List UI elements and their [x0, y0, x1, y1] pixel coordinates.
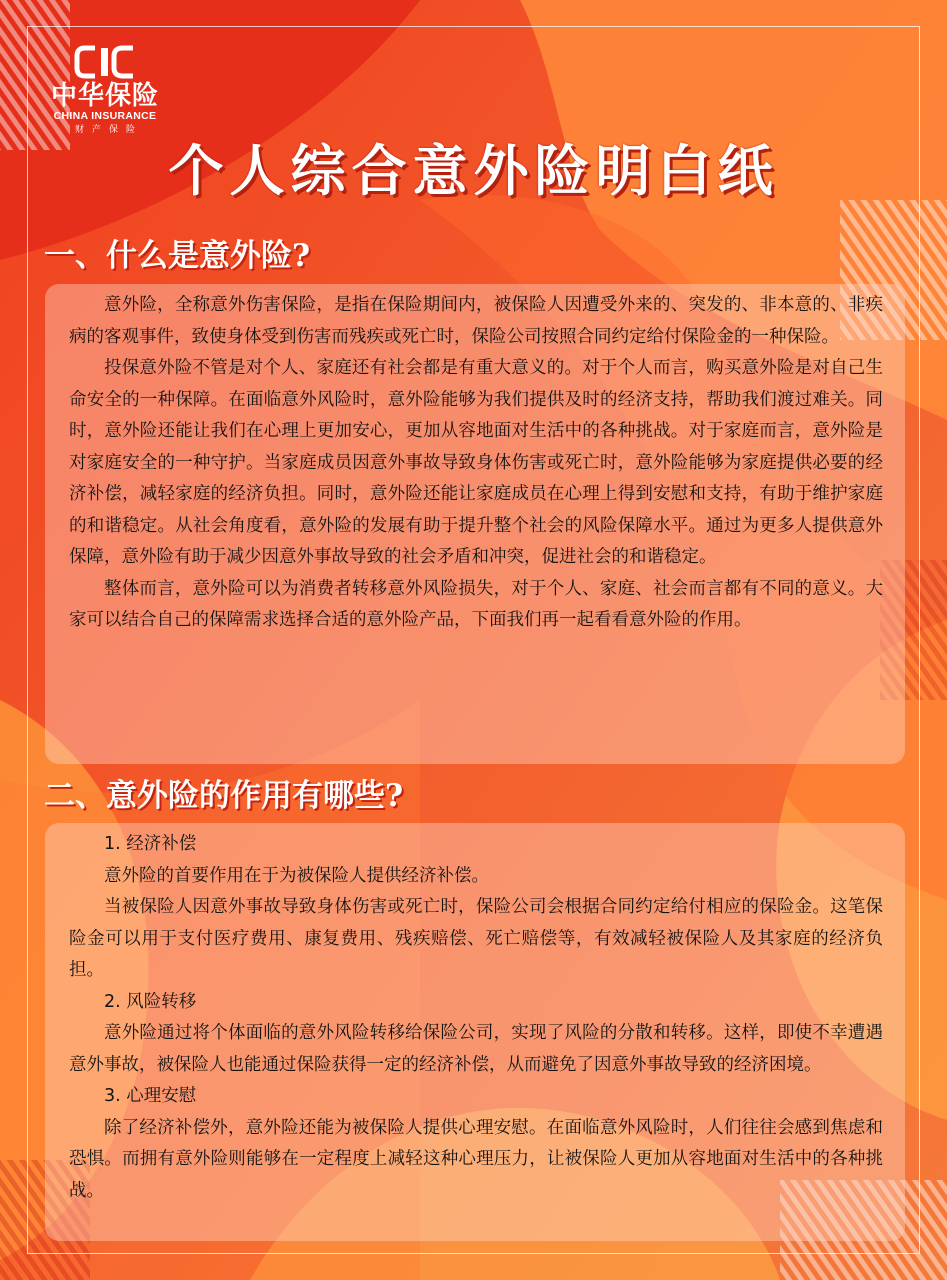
- brand-name-en: CHINA INSURANCE: [53, 110, 157, 122]
- section1-panel: [45, 284, 905, 764]
- brand-name-cn: 中华保险: [50, 81, 159, 111]
- section1-paragraph: 整体而言，意外险可以为消费者转移意外风险损失，对于个人、家庭、社会而言都有不同的意义。大家可以结合自己的保障需求选择合适的意外险产品，下面我们再一起看看意外险的作用。: [69, 578, 883, 630]
- section1-paragraph: 投保意外险不管是对个人、家庭还有社会都是有重大意义的。对于个人而言，购买意外险是对自己生命安全的一种保障。在面临意外风险时，意外险能够为我们提供及时的经济支持，帮助我们渡过难关。同时，意外险还能让我们在心理上更加安心，更加从容地面对生活中的各种挑战。对于家庭而言，意外险是对家庭安全的一种守护。当家庭成员因意外事故导致身体伤害或死亡时，意外险能够为家庭提供必要的经济补偿，减轻家庭的经济负担。同时，意外险还能让家庭成员在心理上得到安慰和支持，有助于维护家庭的和谐稳定。从社会角度看，意外险的发展有助于提升整个社会的风险保障水平。通过为更多人提供意外保障，意外险有助于减少因意外事故导致的社会矛盾和冲突，促进社会的和谐稳定。: [69, 358, 883, 567]
- brand-logo: [44, 44, 166, 150]
- item-paragraph: 意外险通过将个体面临的意外风险转移给保险公司，实现了风险的分散和转移。这样，即使不幸遭遇意外事故，被保险人也能通过保险获得一定的经济补偿，从而避免了因意外事故导致的经济困境。: [69, 1023, 883, 1075]
- item-paragraph: 除了经济补偿外，意外险还能为被保险人提供心理安慰。在面临意外风险时，人们往往会感到焦虑和恐惧。而拥有意外险则能够在一定程度上减轻这种心理压力，让被保险人更加从容地面对生活中的各种挑战。: [69, 1117, 883, 1201]
- item-paragraph: 当被保险人因意外事故导致身体伤害或死亡时，保险公司会根据合同约定给付相应的保险金。这笔保险金可以用于支付医疗费用、康复费用、残疾赔偿、死亡赔偿等，有效减轻被保险人及其家庭的经济负担。: [69, 897, 883, 980]
- cic-logo-icon: [73, 44, 137, 80]
- section2-panel: [45, 823, 905, 1241]
- item-title-risk-transfer: 2. 风险转移: [104, 991, 197, 1012]
- section1-paragraph: 意外险，全称意外伤害保险，是指在保险期间内，被保险人因遭受外来的、突发的、非本意的、非疾病的客观事件，致使身体受到伤害而残疾或死亡时，保险公司按照合同约定给付保险金的一种保险。: [69, 295, 883, 347]
- section1-heading: 一、什么是意外险?: [44, 238, 311, 274]
- page-title: 个人综合意外险明白纸: [168, 138, 779, 203]
- item-title-economic-compensation: 1. 经济补偿: [104, 834, 197, 854]
- item-paragraph: 意外险的首要作用在于为被保险人提供经济补偿。: [104, 865, 489, 886]
- section2-heading: 二、意外险的作用有哪些?: [44, 778, 404, 814]
- item-title-psychological-comfort: 3. 心理安慰: [104, 1086, 197, 1106]
- brand-subtitle: 财产保险: [74, 125, 143, 135]
